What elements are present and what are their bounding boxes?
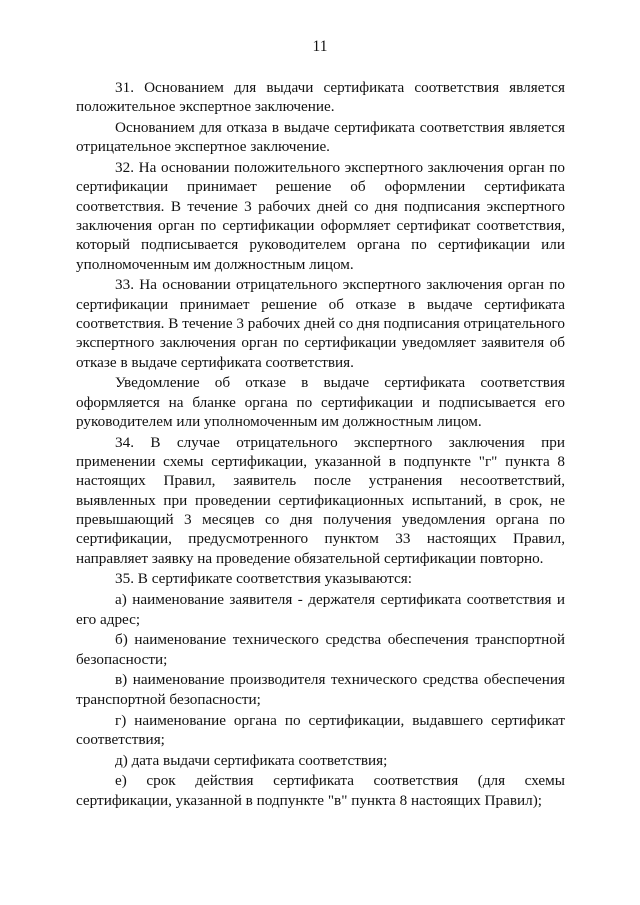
paragraph-32: 32. На основании положительного экспертного заключения орган по сертификации принимает решение об оформлении сертификата соответствия. В течение 3 рабочих дней со дня подписания экспертного заключения орган по сертификации оформляет сертификат соответствия, который подписывается руководителем органа по сертификации или уполномоченным им должностным лицом. xyxy=(76,159,565,273)
list-item-d: д) дата выдачи сертификата соответствия; xyxy=(115,751,388,769)
paragraph-31: 31. Основанием для выдачи сертификата соответствия является положительное экспертное заключение. xyxy=(76,79,565,116)
list-item-g: г) наименование органа по сертификации, выдавшего сертификат соответствия; xyxy=(76,711,565,748)
paragraph-33-notice: Уведомление об отказе в выдаче сертификата соответствия оформляется на бланке органа по сертификации и подписывается его руководителем или уполномоченным им должностным лицом. xyxy=(76,374,565,431)
paragraph-35: 35. В сертификате соответствия указываются: xyxy=(115,570,412,588)
list-item-a: а) наименование заявителя - держателя сертификата соответствия и его адрес; xyxy=(76,591,565,628)
page-number: 11 xyxy=(312,38,328,55)
list-item-b: б) наименование технического средства обеспечения транспортной безопасности; xyxy=(76,631,565,668)
list-item-e: е) срок действия сертификата соответствия (для схемы сертификации, указанной в подпункте "в" пункта 8 настоящих Правил); xyxy=(76,772,565,809)
paragraph-31-refusal: Основанием для отказа в выдаче сертификата соответствия является отрицательное экспертное заключение. xyxy=(76,119,565,156)
paragraph-33: 33. На основании отрицательного экспертного заключения орган по сертификации принимает решение об отказе в выдаче сертификата соответствия. В течение 3 рабочих дней со дня подписания отрицательного экспертного заключения орган по сертификации уведомляет заявителя об отказе в выдаче сертификата соответствия. xyxy=(76,276,565,371)
list-item-v: в) наименование производителя технического средства обеспечения транспортной безопасности; xyxy=(76,671,565,708)
paragraph-34: 34. В случае отрицательного экспертного заключения при применении схемы сертификации, указанной в подпункте "г" пункта 8 настоящих Правил, заявитель после устранения несоответствий, выявленных при проведении сертификационных испытаний, в срок, не превышающий 3 месяцев со дня получения уведомления органа по сертификации, предусмотренного пунктом 33 настоящих Правил, направляет заявку на проведение обязательной сертификации повторно. xyxy=(76,433,565,567)
document-body xyxy=(76,78,565,811)
